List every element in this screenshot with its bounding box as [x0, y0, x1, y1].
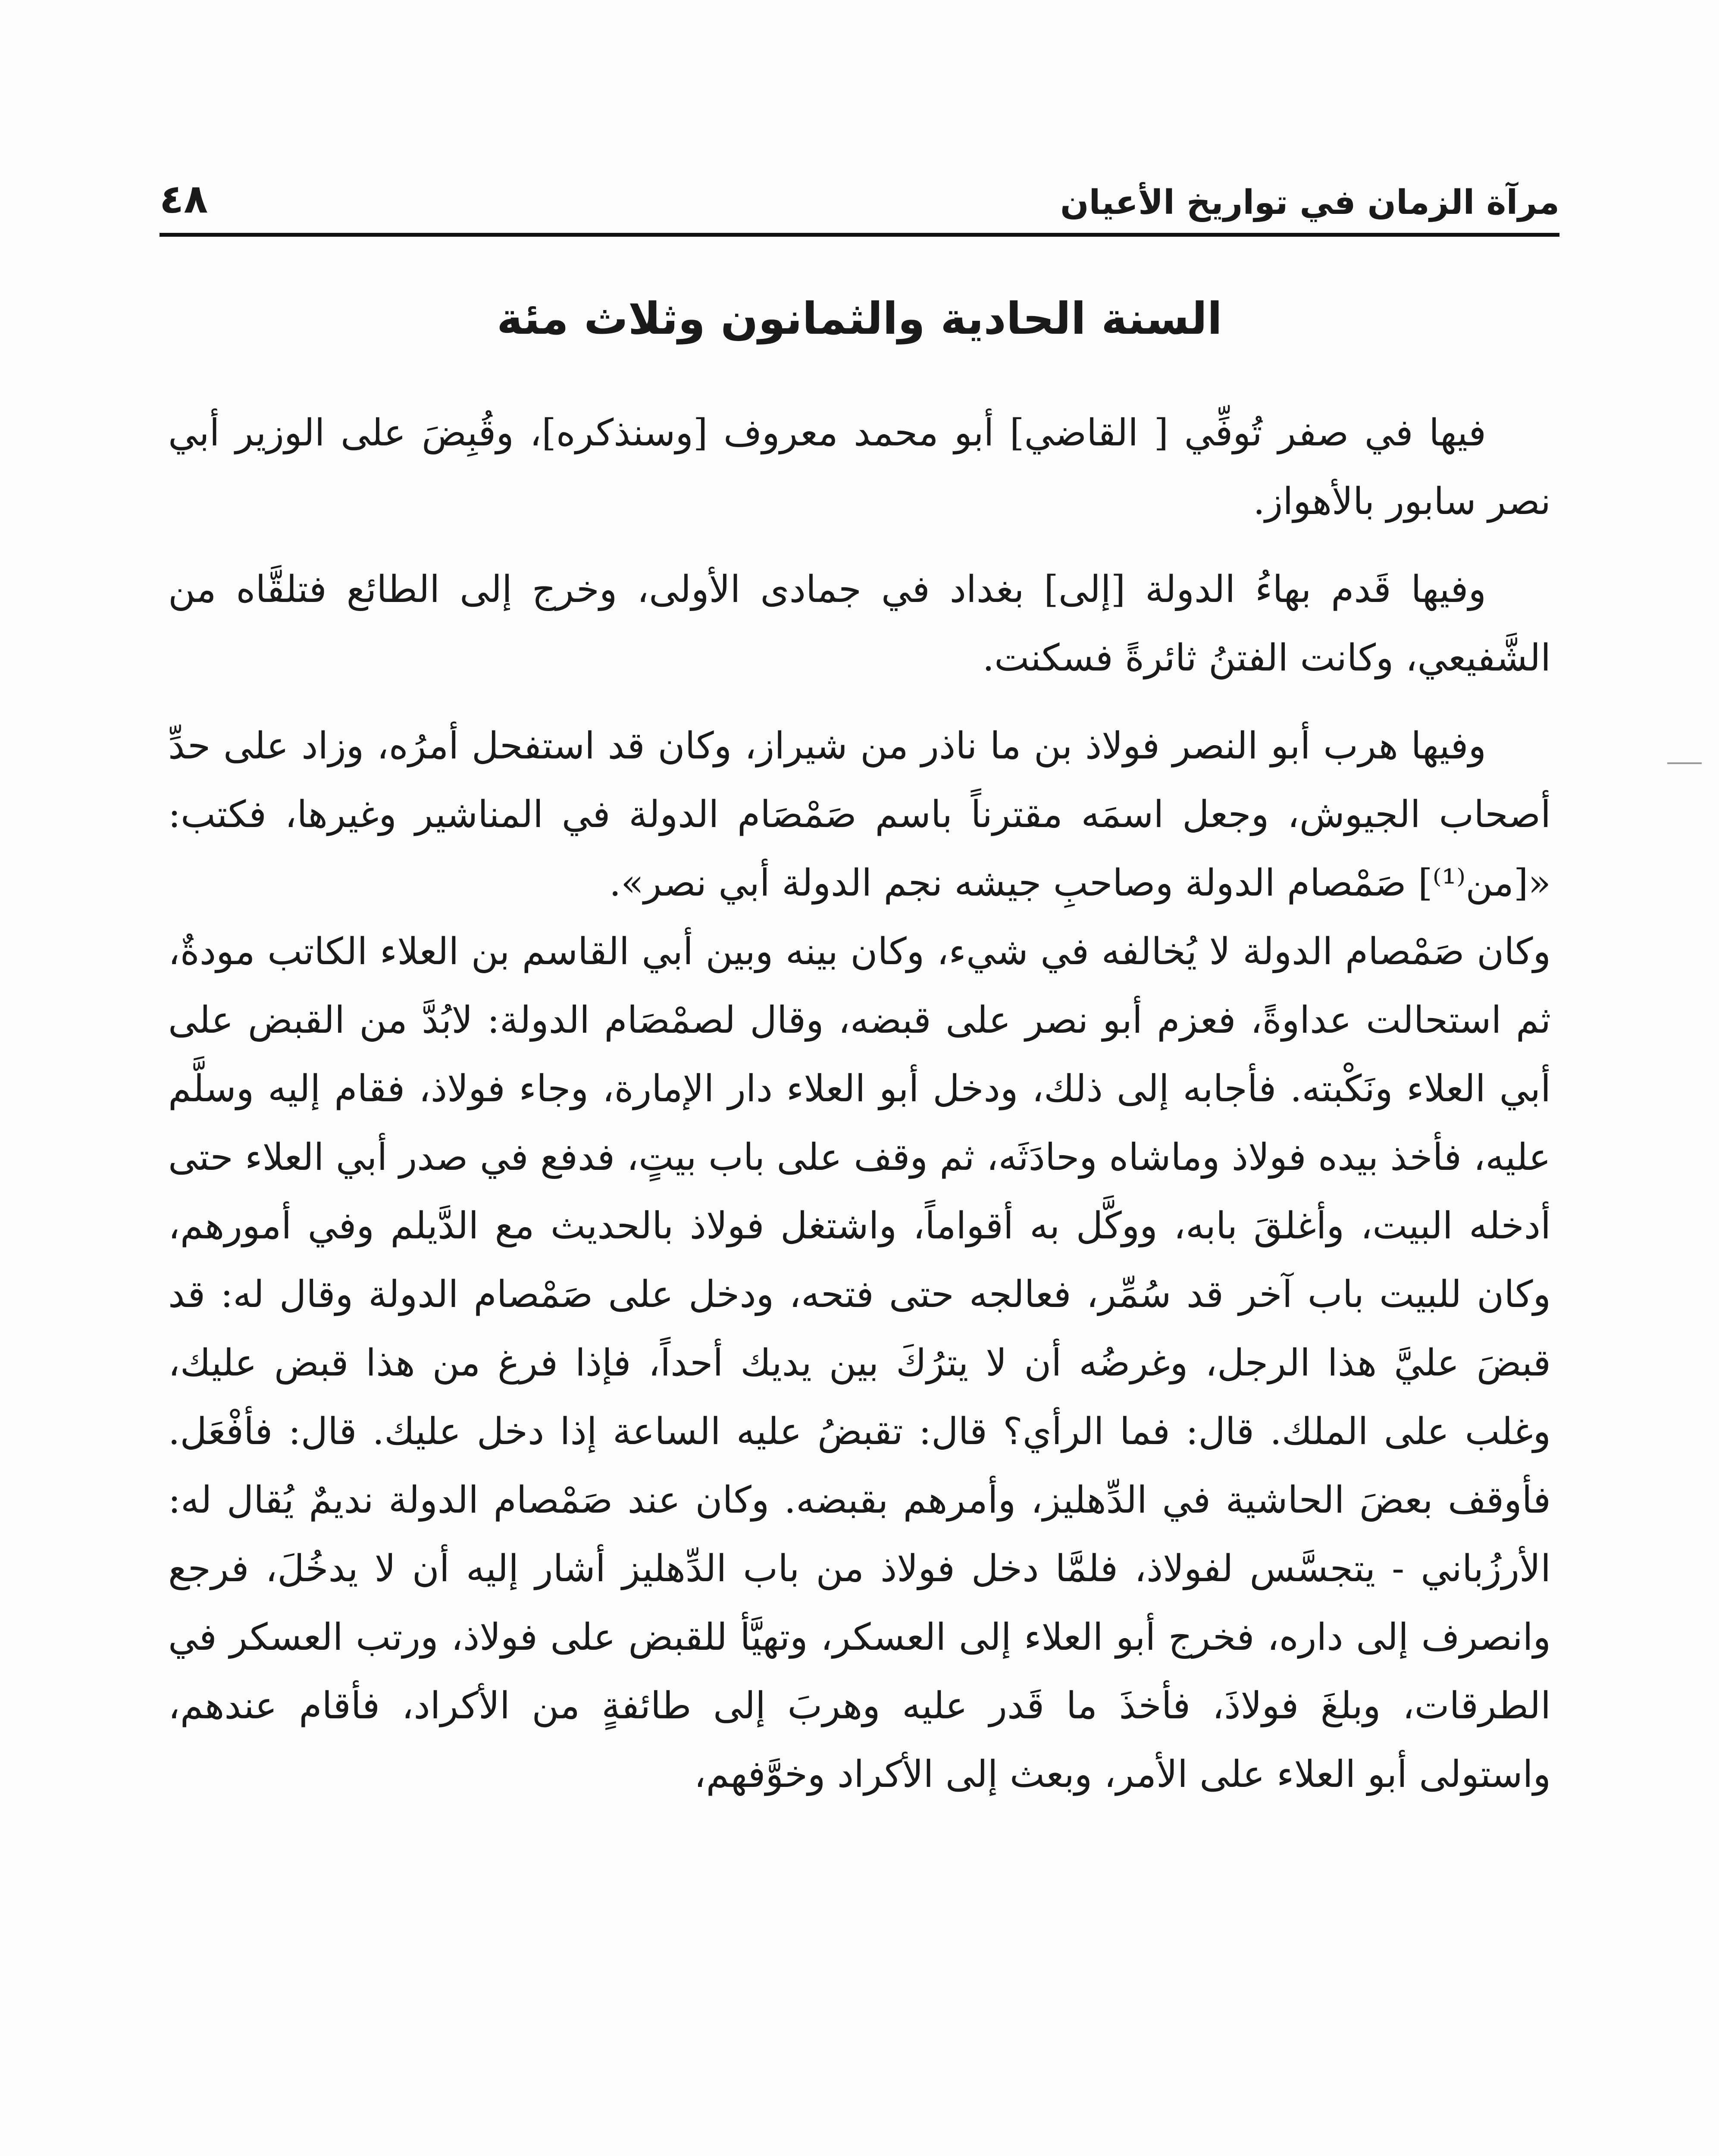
- header-rule: [160, 233, 1559, 237]
- paragraph-1: فيها في صفر تُوفِّي [ القاضي] أبو محمد معروف [وسنذكره]، وقُبِضَ على الوزير أبي نصر سابور بالأهواز.: [168, 411, 1551, 523]
- paragraph-3: وفيها هرب أبو النصر فولاذ بن ما ناذر من شيراز، وكان قد استفحل أمرُه، وزاد على حدِّ أصحاب الجيوش، وجعل اسمَه مقترناً باسم صَمْصَام الدولة في المناشير وغيرها، فكتب: «[من⁽¹⁾] صَمْصام الدولة وصاحبِ جيشه نجم الدولة أبي نصر».: [168, 724, 1551, 905]
- page-number: ٤٨: [160, 176, 208, 222]
- paragraph-4: وكان صَمْصام الدولة لا يُخالفه في شيء، وكان بينه وبين أبي القاسم بن العلاء الكاتب مودةٌ، ثم استحالت عداوةً، فعزم أبو نصر على قبضه، وقال لصمْصَام الدولة: لابُدَّ من القبض على أبي العلاء ونَكْبته. فأجابه إلى ذلك، ودخل أبو العلاء دار الإمارة، وجاء فولاذ، فقام إليه وسلَّم عليه، فأخذ بيده فولاذ وماشاه وحادَثَه، ثم وقف على باب بيتٍ، فدفع في صدر أبي العلاء حتى أدخله البيت، وأغلقَ بابه، ووكَّل به أقواماً، واشتغل فولاذ بالحديث مع الدَّيلم وفي أمورهم، وكان للبيت باب آخر قد سُمِّر، فعالجه حتى فتحه، ودخل على صَمْصام الدولة وقال له: قد قبضَ عليَّ هذا الرجل، وغرضُه أن لا يترُكَ بين يديك أحداً، فإذا فرغ من هذا قبض عليك، وغلب على الملك. قال: فما الرأي؟ قال: تقبضُ عليه الساعة إذا دخل عليك. قال: فأفْعَل. فأوقف بعضَ الحاشية في الدِّهليز، وأمرهم بقبضه. وكان عند صَمْصام الدولة نديمٌ يُقال له: الأرزُباني - يتجسَّس لفولاذ، فلمَّا دخل فولاذ من باب الدِّهليز أشار إليه أن لا يدخُلَ، فرجع وانصرف إلى داره، فخرج أبو العلاء إلى العسكر، وتهيَّأ للقبض على فولاذ، ورتب العسكر في الطرقات، وبلغَ فولاذَ، فأخذَ ما قَدر عليه وهربَ إلى طائفةٍ من الأكراد، فأقام عندهم، واستولى أبو العلاء على الأمر، وبعث إلى الأكراد وخوَّفهم،: [168, 930, 1551, 1796]
- running-title: مرآة الزمان في تواريخ الأعيان: [1060, 183, 1559, 222]
- section-heading: السنة الحادية والثمانون وثلاث مئة: [497, 293, 1222, 345]
- running-header: [160, 170, 1559, 231]
- margin-mark: [1667, 762, 1702, 764]
- body-text: [168, 399, 1551, 1828]
- paragraph-2: وفيها قَدم بهاءُ الدولة [إلى] بغداد في جمادى الأولى، وخرج إلى الطائع فتلقَّاه من الشَّفيعي، وكانت الفتنُ ثائرةً فسكنت.: [168, 568, 1551, 680]
